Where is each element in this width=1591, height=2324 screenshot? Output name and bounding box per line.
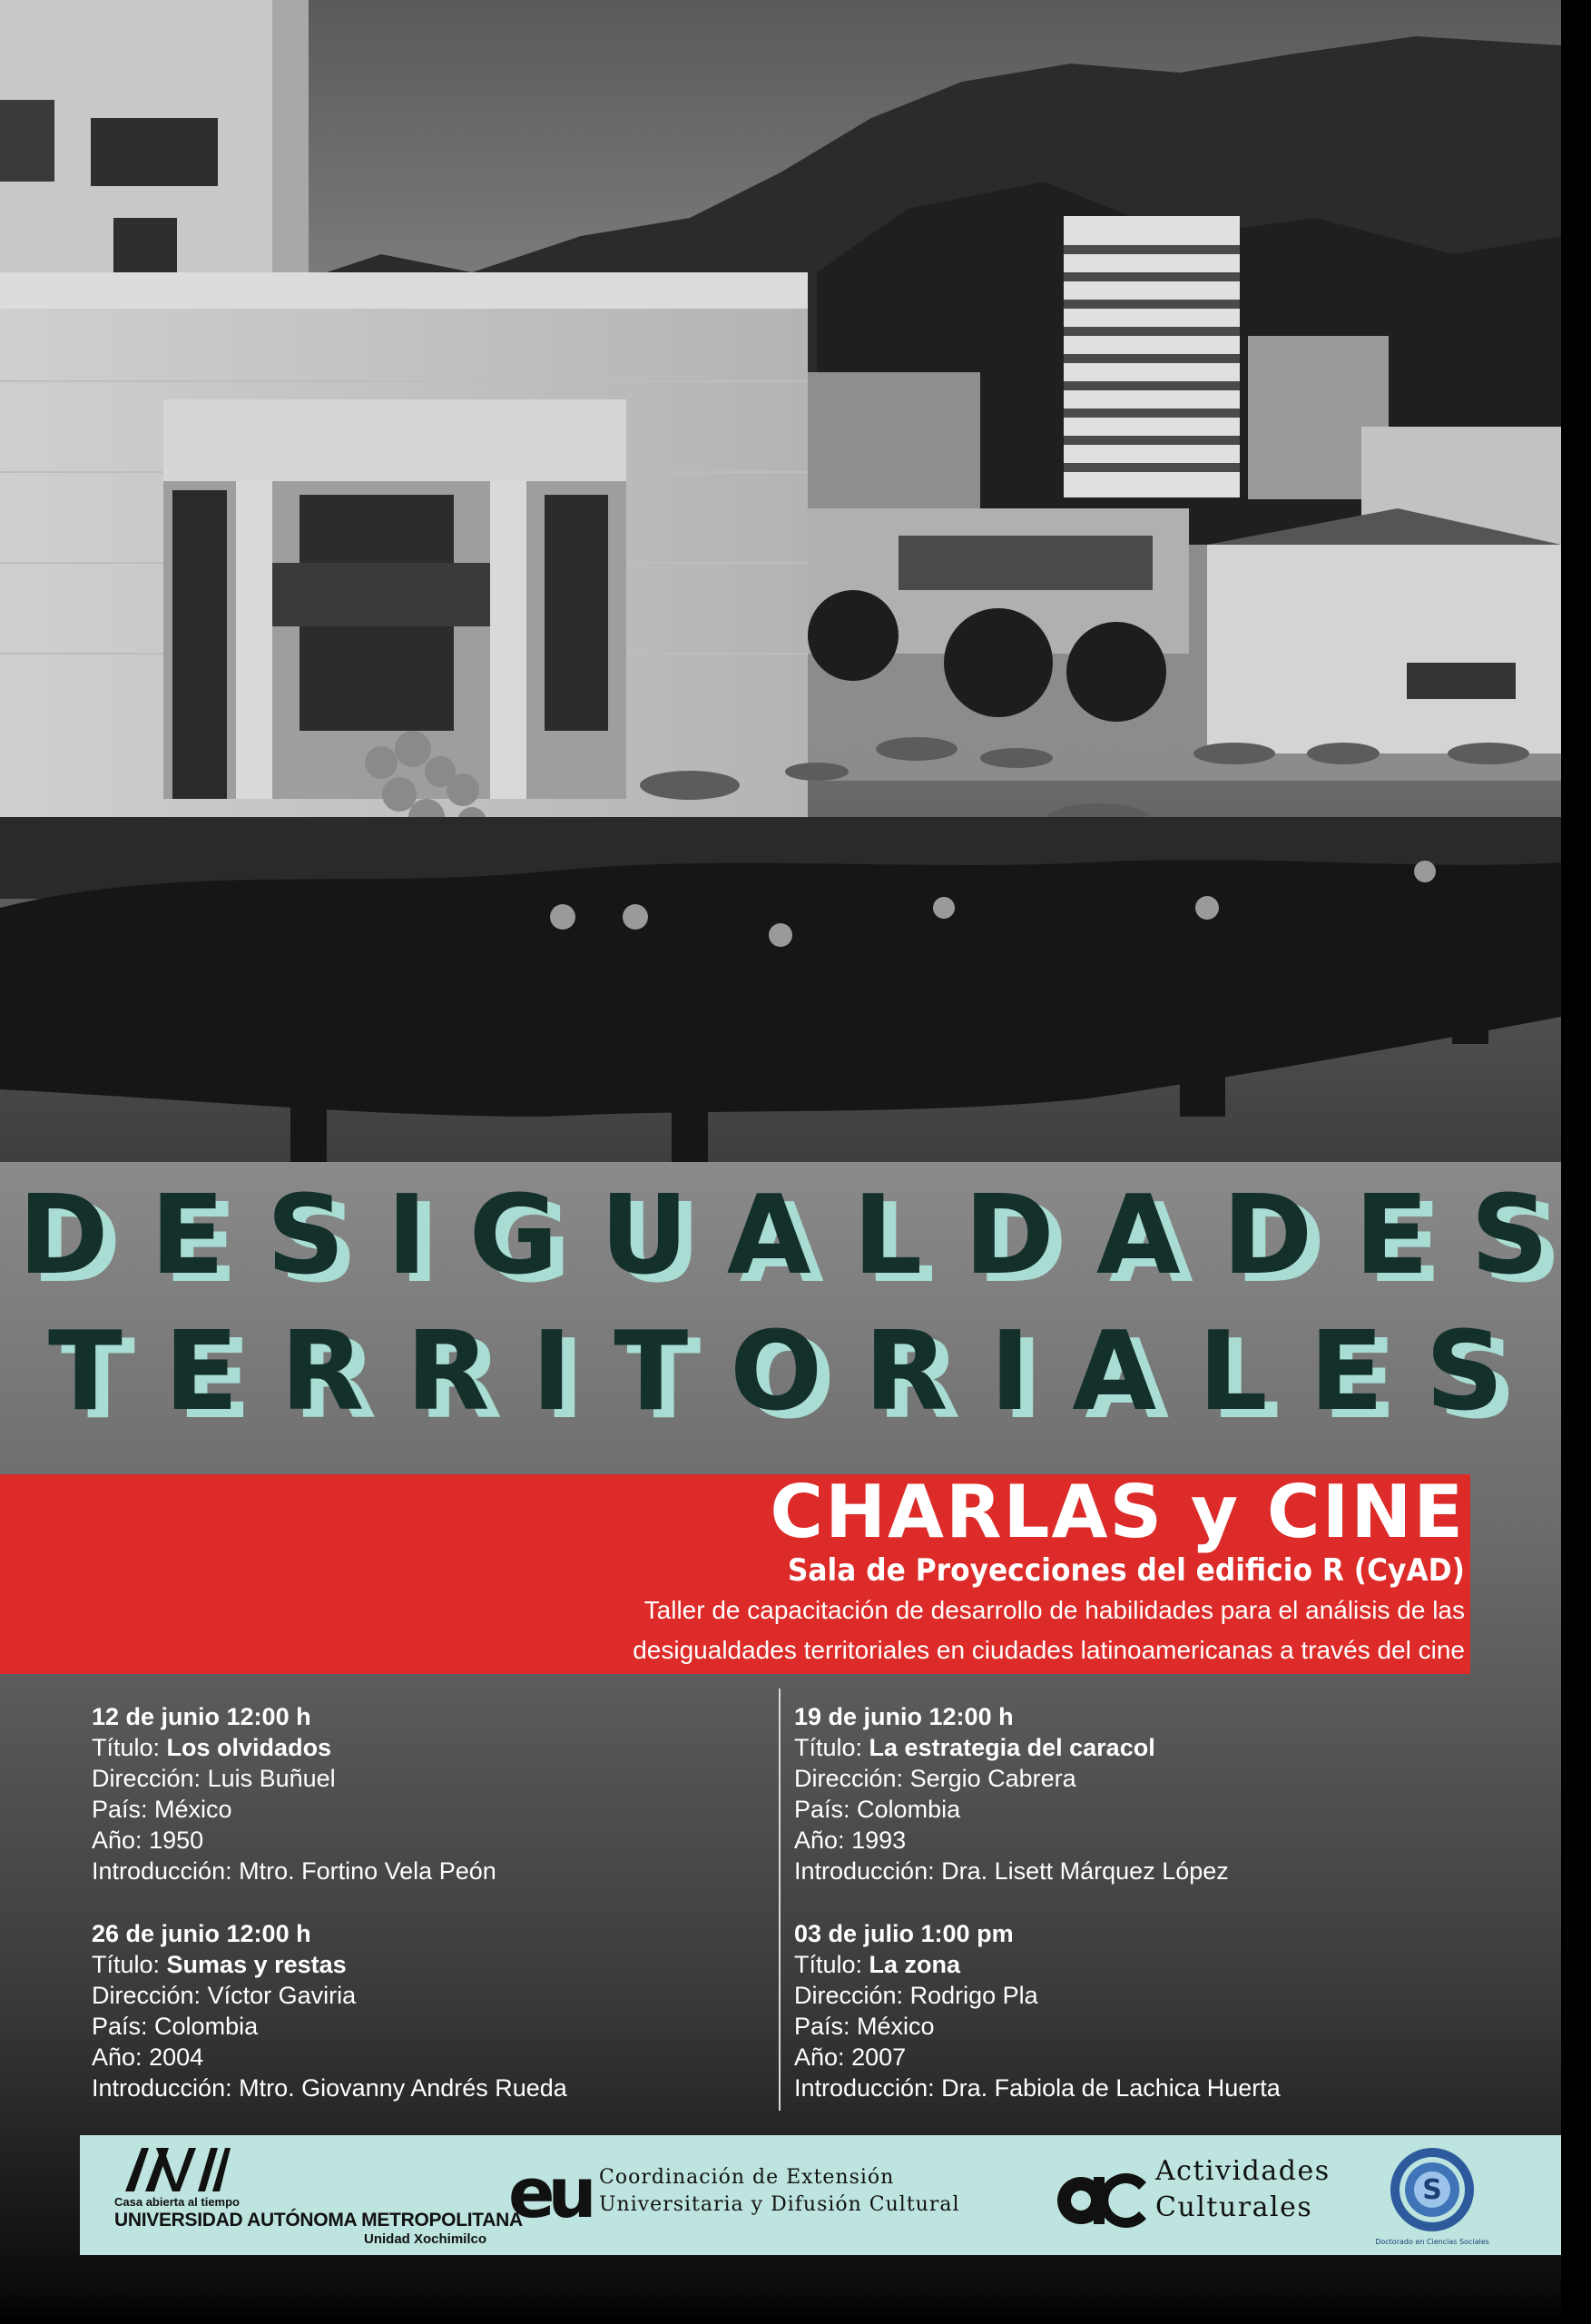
extension-logo — [508, 2152, 1016, 2233]
screening-country-row — [92, 1794, 745, 1825]
film-label: Título: — [794, 1734, 863, 1761]
screening-director-row — [794, 1980, 1448, 2011]
venue-line: Sala de Proyecciones del edificio R (CyAD) — [787, 1552, 1465, 1589]
screening-date: 03 de julio 1:00 pm — [794, 1920, 1014, 1947]
event-banner — [0, 1470, 1470, 1674]
intro-value: Mtro. Fortino Vela Peón — [239, 1857, 496, 1885]
intro-label: Introducción: — [794, 1857, 935, 1885]
screening-date: 26 de junio 12:00 h — [92, 1920, 311, 1947]
screening-country-row — [794, 1794, 1448, 1825]
screening-intro-row — [92, 2073, 745, 2103]
film-title: Sumas y restas — [166, 1951, 347, 1978]
screening-director-row — [92, 1980, 745, 2011]
uam-motto: Casa abierta al tiempo — [114, 2195, 240, 2209]
year-value: 1993 — [851, 1827, 907, 1854]
screening-director-row — [92, 1763, 745, 1794]
screening-intro-row — [794, 2073, 1448, 2103]
screening-card — [794, 1918, 1448, 2103]
extension-line-2: Universitaria y Difusión Cultural — [599, 2193, 960, 2216]
country-label: País: — [794, 2013, 850, 2040]
uam-name: UNIVERSIDAD AUTÓNOMA METROPOLITANA — [114, 2210, 523, 2230]
intro-value: Dra. Fabiola de Lachica Huerta — [941, 2074, 1281, 2102]
screening-year-row — [92, 2042, 745, 2073]
year-value: 2007 — [851, 2043, 907, 2071]
film-title: La zona — [869, 1951, 961, 1978]
doctorate-seal — [1375, 2142, 1496, 2250]
director-label: Dirección: — [794, 1765, 904, 1792]
screening-year-row — [794, 1825, 1448, 1856]
svg-text:S: S — [1422, 2174, 1442, 2206]
ac-monogram-icon — [1056, 2161, 1146, 2230]
director-value: Víctor Gaviria — [207, 1982, 357, 2009]
screening-film-row — [92, 1732, 745, 1763]
year-label: Año: — [794, 1827, 845, 1854]
director-label: Dirección: — [794, 1982, 904, 2009]
column-divider — [779, 1689, 781, 2111]
director-value: Luis Buñuel — [207, 1765, 336, 1792]
screening-country-row — [92, 2011, 745, 2042]
cultural-activities-logo — [1056, 2155, 1355, 2237]
film-label: Título: — [92, 1951, 161, 1978]
doctorate-seal-icon — [1375, 2142, 1496, 2250]
year-label: Año: — [92, 2043, 142, 2071]
intro-value: Mtro. Giovanny Andrés Rueda — [239, 2074, 567, 2102]
screening-card — [794, 1701, 1448, 1886]
event-type-heading: CHARLAS y CINE — [770, 1470, 1465, 1554]
film-title: Los olvidados — [166, 1734, 332, 1761]
director-label: Dirección: — [92, 1982, 201, 2009]
title-line-2: TERRITORIALES — [48, 1309, 1546, 1435]
intro-label: Introducción: — [92, 2074, 232, 2102]
year-label: Año: — [92, 1827, 142, 1854]
director-label: Dirección: — [92, 1765, 201, 1792]
doctorate-seal-text: Doctorado en Ciencias Sociales — [1375, 2238, 1489, 2246]
director-value: Rodrigo Pla — [909, 1982, 1038, 2009]
year-label: Año: — [794, 2043, 845, 2071]
film-label: Título: — [92, 1734, 161, 1761]
cultural-line-2: Culturales — [1155, 2191, 1313, 2223]
screening-country-row — [794, 2011, 1448, 2042]
svg-text:eu: eu — [508, 2152, 590, 2233]
country-value: México — [857, 2013, 935, 2040]
event-description: Taller de capacitación de desarrollo de habilidades para el análisis de las desigualdades territoriales en ciudades latinoamericanas a través del cine — [633, 1596, 1465, 1664]
title-line-1: DESIGUALDADES — [18, 1173, 1591, 1299]
extension-line-1: Coordinación de Extensión — [599, 2166, 895, 2189]
screening-director-row — [794, 1763, 1448, 1794]
screening-year-row — [92, 1825, 745, 1856]
screening-film-row — [92, 1949, 745, 1980]
sponsor-logo-strip — [80, 2135, 1561, 2255]
intro-label: Introducción: — [794, 2074, 935, 2102]
film-label: Título: — [794, 1951, 863, 1978]
country-label: País: — [794, 1796, 850, 1823]
intro-label: Introducción: — [92, 1857, 232, 1885]
uam-logo — [96, 2144, 523, 2247]
country-value: Colombia — [154, 2013, 259, 2040]
screening-date: 19 de junio 12:00 h — [794, 1703, 1014, 1730]
country-value: Colombia — [857, 1796, 961, 1823]
year-value: 2004 — [149, 2043, 204, 2071]
intro-value: Dra. Lisett Márquez López — [941, 1857, 1229, 1885]
country-value: México — [154, 1796, 232, 1823]
screening-year-row — [794, 2042, 1448, 2073]
screening-intro-row — [794, 1856, 1448, 1886]
screening-date: 12 de junio 12:00 h — [92, 1703, 311, 1730]
screening-intro-row — [92, 1856, 745, 1886]
header-photo — [0, 0, 1561, 1162]
film-title: La estrategia del caracol — [869, 1734, 1155, 1761]
screening-card — [92, 1701, 745, 1886]
screening-film-row — [794, 1949, 1448, 1980]
year-value: 1950 — [149, 1827, 204, 1854]
country-label: País: — [92, 2013, 148, 2040]
screening-card — [92, 1918, 745, 2103]
uam-unit: Unidad Xochimilco — [364, 2231, 487, 2247]
cultural-line-1: Actividades — [1155, 2155, 1331, 2187]
country-label: País: — [92, 1796, 148, 1823]
director-value: Sergio Cabrera — [909, 1765, 1076, 1792]
screening-film-row — [794, 1732, 1448, 1763]
uam-emblem-icon — [122, 2144, 231, 2193]
eu-monogram-icon — [508, 2152, 592, 2233]
